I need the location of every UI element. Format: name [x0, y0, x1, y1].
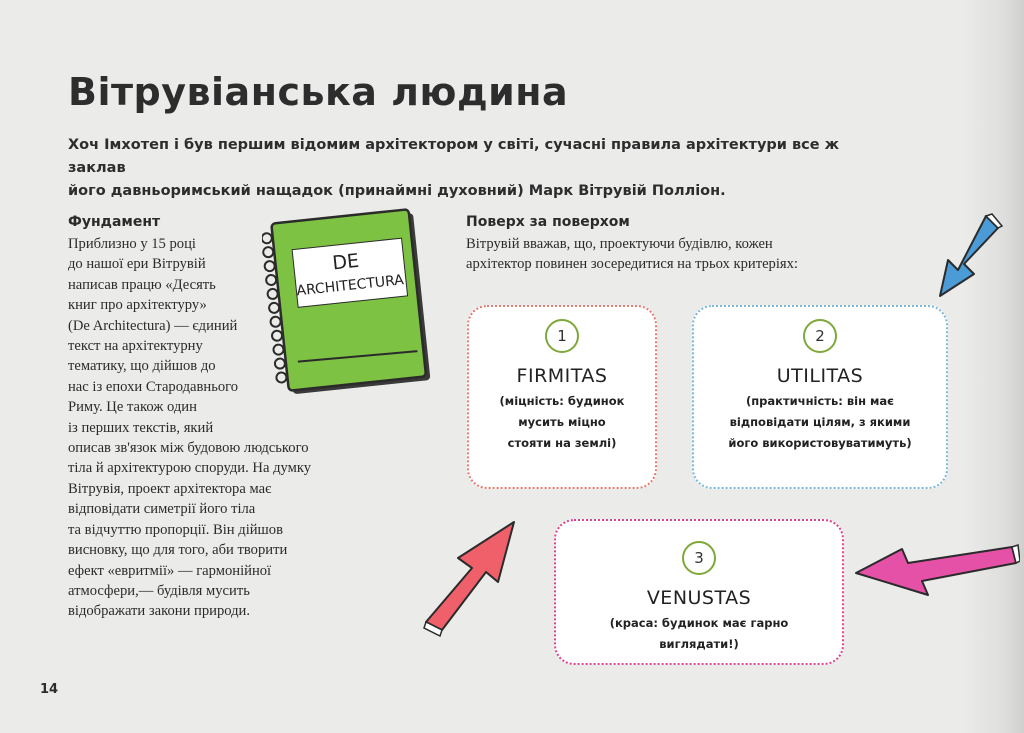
criterion-number: 1 [545, 319, 579, 353]
notebook-illustration [262, 206, 437, 401]
floors-text [466, 234, 886, 275]
text-line: (De Architectura) — єдиний [68, 317, 238, 334]
text-line: Вітрувій вважав, що, проектуючи будівлю, кожен [466, 236, 773, 252]
text-line: тематику, що дійшов до [68, 358, 216, 375]
magenta-arrow-icon [848, 533, 1020, 611]
criterion-name: UTILITAS [776, 365, 864, 387]
text-line: книг про архітектуру» [68, 297, 207, 314]
criterion-card-utilitas [692, 305, 948, 489]
text-line: відображати закони природи. [68, 603, 251, 620]
text-line: ефект «евритмії» — гармонійної [68, 562, 272, 579]
intro-text [68, 134, 868, 203]
text-line: архітектор повинен зосередитися на трьох критеріях: [466, 256, 798, 273]
text-line: Риму. Це також один [68, 399, 197, 416]
coral-arrow-icon [418, 510, 528, 638]
desc-line: (міцність: будинок [499, 394, 625, 408]
criterion-number: 2 [803, 319, 837, 353]
blue-arrow-icon [926, 210, 1004, 302]
text-line: відповідати симетрії його тіла [68, 501, 256, 518]
desc-line: його використовуватимуть) [728, 436, 912, 450]
page-number: 14 [40, 682, 59, 697]
text-line: до нашої ери Вітрувій [68, 256, 206, 273]
desc-line: стояти на землі) [507, 436, 617, 450]
desc-line: відповідати цілям, з якими [729, 415, 911, 429]
intro-line: Хоч Імхотеп і був першим відомим архітектором у світі, сучасні правила архітектури все ж заклав [68, 137, 840, 176]
desc-line: виглядати!) [659, 637, 739, 651]
criterion-card-venustas [554, 519, 844, 665]
intro-line: його давньоримський нащадок (принаймні духовний) Марк Вітрувій Полліон. [68, 183, 726, 199]
page-title: Вітрувіанська людина [68, 70, 569, 114]
criterion-description [469, 391, 655, 454]
floors-heading: Поверх за поверхом [466, 214, 630, 230]
criterion-name: VENUSTAS [646, 587, 752, 609]
book-title-line1: DE [331, 249, 361, 275]
criterion-name: FIRMITAS [516, 365, 608, 387]
criterion-card-firmitas [467, 305, 657, 489]
desc-line: (практичність: він має [745, 394, 894, 408]
page-fold-shadow [964, 0, 1024, 733]
desc-line: (краса: будинок має гарно [609, 616, 789, 630]
foundation-heading: Фундамент [68, 214, 161, 230]
text-line: атмосфери,— будівля мусить [68, 582, 250, 599]
book-title-line2: ARCHITECTURA [295, 272, 405, 300]
text-line: із перших текстів, який [68, 419, 214, 436]
text-line: висновку, що для того, аби творити [68, 542, 288, 559]
text-line: та відчуттю пропорції. Він дійшов [68, 521, 283, 538]
text-line: нас із епохи Стародавнього [68, 378, 239, 395]
desc-line: мусить міцно [518, 415, 606, 429]
criterion-description [694, 391, 946, 454]
text-line: Вітрувія, проект архітектора має [68, 480, 272, 497]
criterion-number: 3 [682, 541, 716, 575]
text-line: описав зв'язок між будовою людського [68, 440, 309, 457]
text-line: Приблизно у 15 році [68, 236, 196, 252]
text-line: текст на архітектурну [68, 338, 203, 355]
text-line: тіла й архітектурою споруди. На думку [68, 460, 312, 477]
text-line: написав працю «Десять [68, 276, 216, 293]
criterion-description [556, 613, 842, 655]
